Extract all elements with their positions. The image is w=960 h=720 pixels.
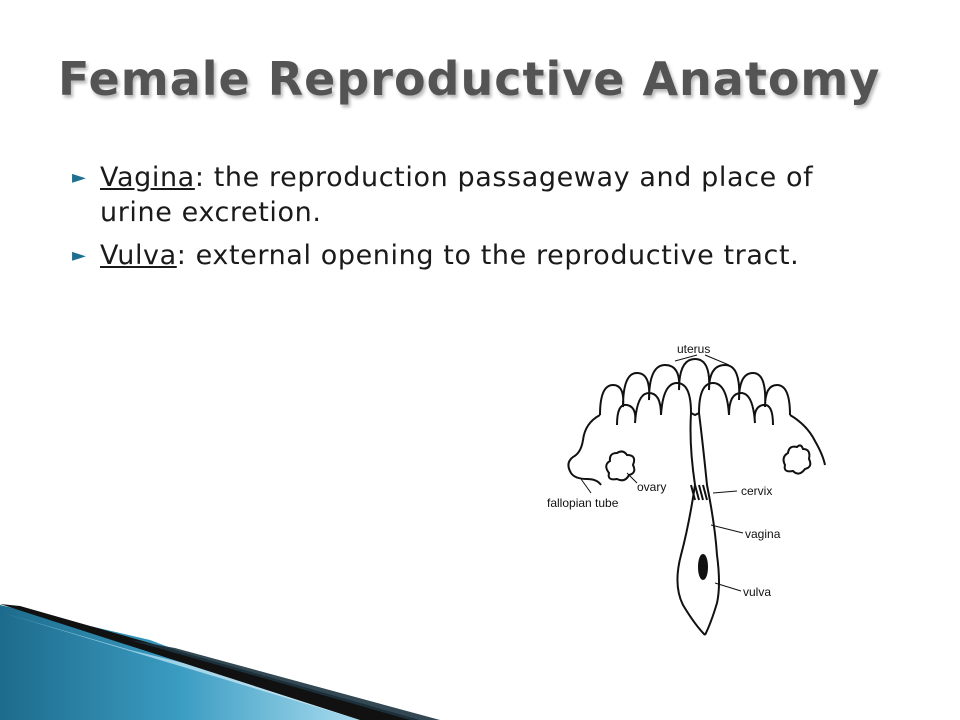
slide-title: Female Reproductive Anatomy [58, 52, 881, 106]
label-vagina: vagina [745, 527, 781, 541]
triangle-right-icon: ► [72, 245, 87, 266]
label-fallopian-tube: fallopian tube [547, 496, 619, 510]
label-ovary: ovary [637, 480, 667, 494]
triangle-right-icon: ► [72, 167, 87, 188]
label-vulva: vulva [743, 585, 772, 599]
bullet-term: Vagina [100, 162, 195, 193]
label-uterus: uterus [677, 345, 711, 356]
bullet-definition: : the reproduction passageway and place of urine excretion. [100, 162, 814, 228]
label-cervix: cervix [741, 484, 773, 498]
bullet-term: Vulva [100, 240, 177, 271]
bullet-definition: : external opening to the reproductive tract. [176, 240, 800, 271]
